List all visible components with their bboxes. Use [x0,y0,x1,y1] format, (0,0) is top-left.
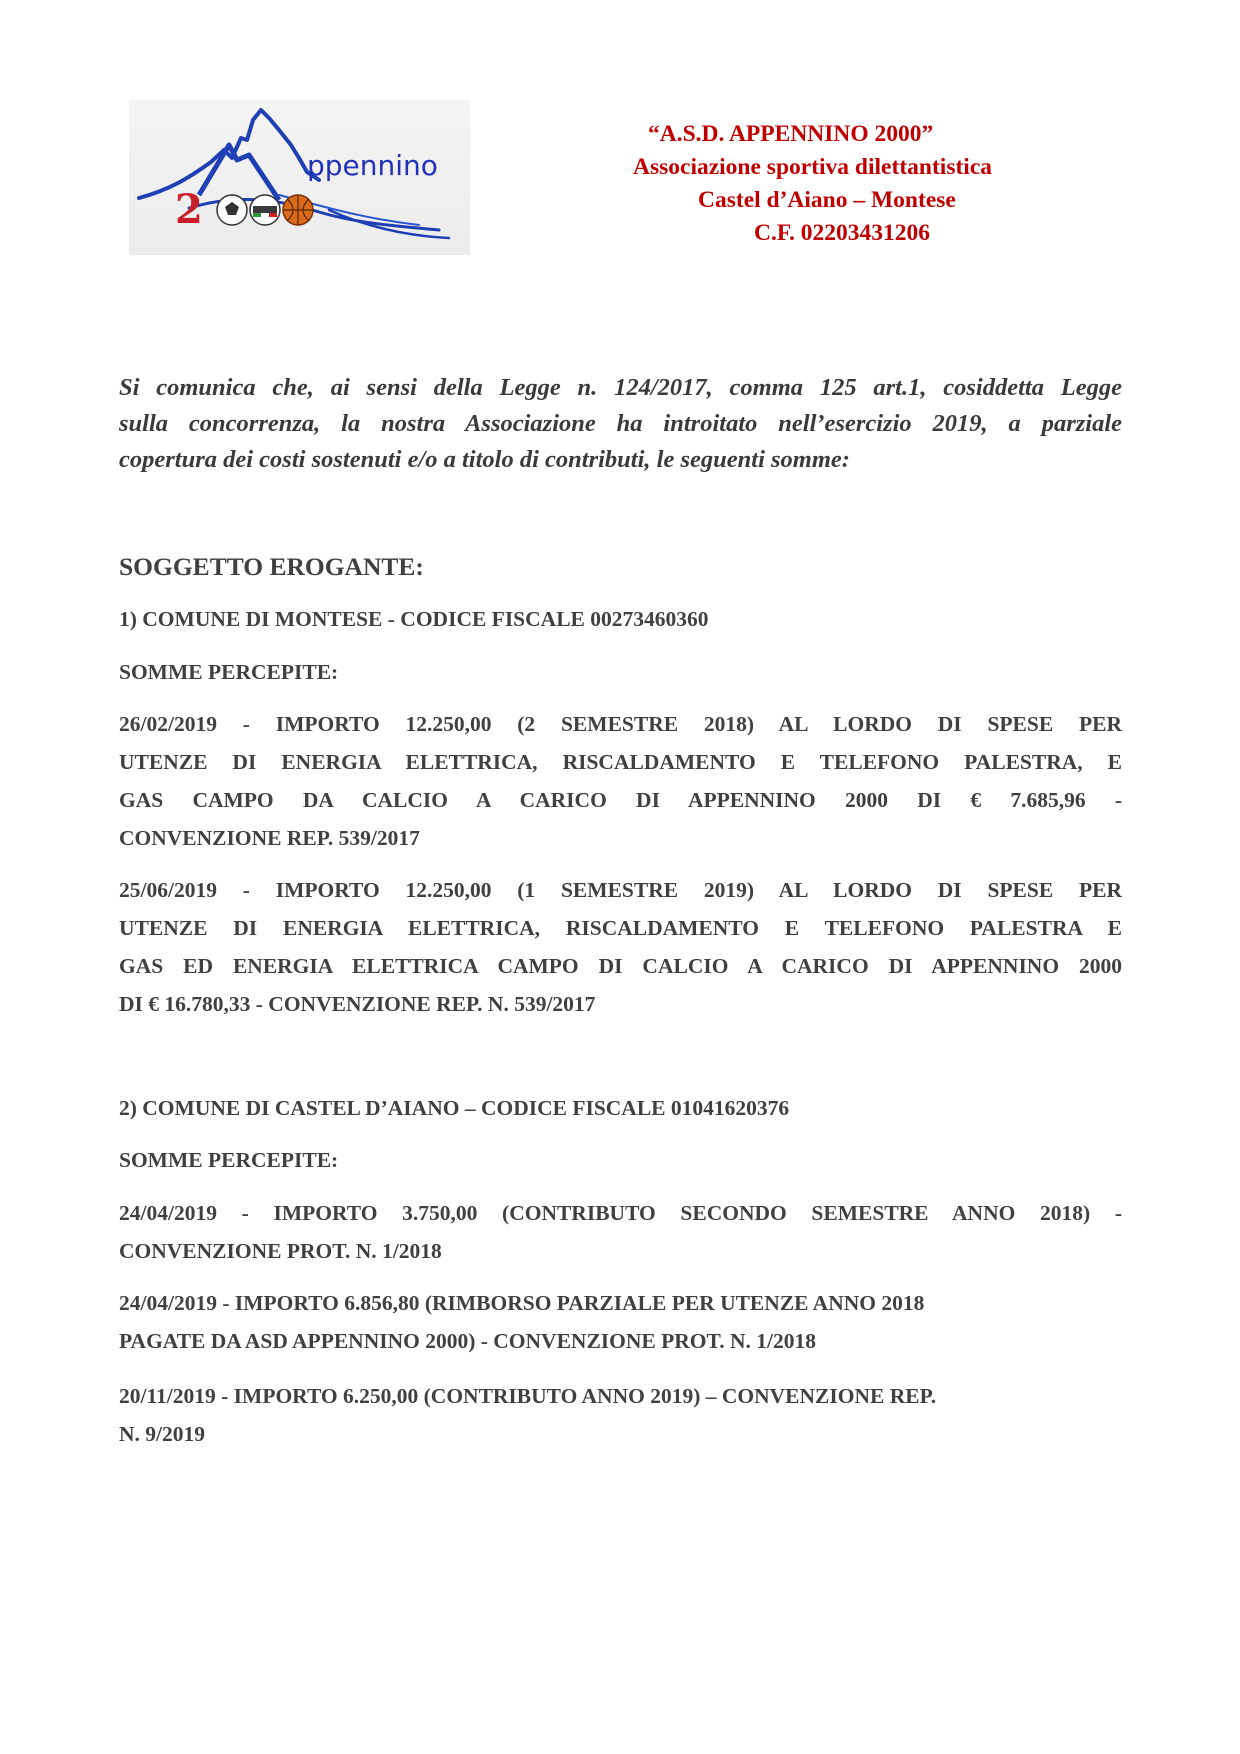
payment-line: CONVENZIONE REP. 539/2017 [119,826,420,850]
basketball-lines [283,195,313,225]
payment-line: PAGATE DA ASD APPENNINO 2000) - CONVENZIONE PROT. N. 1/2018 [119,1329,816,1353]
volleyball-stripe-green [253,213,261,217]
entity1-payment2 [119,871,1122,1023]
entity2-sums-label: SOMME PERCEPITE: [119,1148,339,1172]
payment-line: UTENZE DI ENERGIA ELETTRICA, RISCALDAMENTO E TELEFONO PALESTRA E [119,916,1122,940]
entity1-payment1 [119,705,1122,857]
payment-line: GAS CAMPO DA CALCIO A CARICO DI APPENNINO 2000 DI € 7.685,96 - [119,788,1122,812]
logo-wordmark: ppennino [307,149,438,182]
payment-line: 20/11/2019 - IMPORTO 6.250,00 (CONTRIBUTO ANNO 2019) – CONVENZIONE REP. [119,1384,937,1408]
entity1-sums-label: SOMME PERCEPITE: [119,660,339,684]
entity2-payment3 [119,1377,1122,1453]
association-type: Associazione sportiva dilettantistica [633,154,992,180]
intro-line: copertura dei costi sostenuti e/o a titolo di contributi, le seguenti somme: [119,446,850,473]
volleyball-band [253,206,277,213]
payment-line: 24/04/2019 - IMPORTO 3.750,00 (CONTRIBUTO SECONDO SEMESTRE ANNO 2018) - [119,1201,1122,1225]
association-header [600,118,1120,250]
entity2-payment2 [119,1284,1122,1360]
association-location: Castel d’Aiano – Montese [698,187,956,213]
intro-paragraph [119,370,1122,478]
payment-line: 25/06/2019 - IMPORTO 12.250,00 (1 SEMESTRE 2019) AL LORDO DI SPESE PER [119,878,1122,902]
section-title: SOGGETTO EROGANTE: [119,552,424,581]
payment-line: UTENZE DI ENERGIA ELETTRICA, RISCALDAMENTO E TELEFONO PALESTRA, E [119,750,1122,774]
volleyball-stripe-red [269,213,277,217]
payment-line: N. 9/2019 [119,1422,205,1446]
payment-line: GAS ED ENERGIA ELETTRICA CAMPO DI CALCIO A CARICO DI APPENNINO 2000 [119,954,1122,978]
entity1-heading: 1) COMUNE DI MONTESE - CODICE FISCALE 00273460360 [119,607,709,631]
payment-line: 24/04/2019 - IMPORTO 6.856,80 (RIMBORSO PARZIALE PER UTENZE ANNO 2018 [119,1291,925,1315]
intro-line: Si comunica che, ai sensi della Legge n. 124/2017, comma 125 art.1, cosiddetta Legge [119,374,1122,401]
logo-artwork [129,100,470,255]
intro-line: sulla concorrenza, la nostra Associazione ha introitato nell’esercizio 2019, a parziale [119,410,1122,437]
logo-number-two: 2 [175,186,203,233]
association-logo [129,100,470,255]
mountain-outline [139,110,319,198]
entity2-payment1 [119,1194,1122,1270]
payment-line: DI € 16.780,33 - CONVENZIONE REP. N. 539/2017 [119,992,596,1016]
association-tax-code: C.F. 02203431206 [754,220,931,246]
payment-line: CONVENZIONE PROT. N. 1/2018 [119,1239,442,1263]
association-name: “A.S.D. APPENNINO 2000” [648,121,934,147]
payment-line: 26/02/2019 - IMPORTO 12.250,00 (2 SEMESTRE 2018) AL LORDO DI SPESE PER [119,712,1122,736]
letter-a-shape [199,145,279,200]
entity2-heading: 2) COMUNE DI CASTEL D’AIANO – CODICE FISCALE 01041620376 [119,1096,790,1120]
